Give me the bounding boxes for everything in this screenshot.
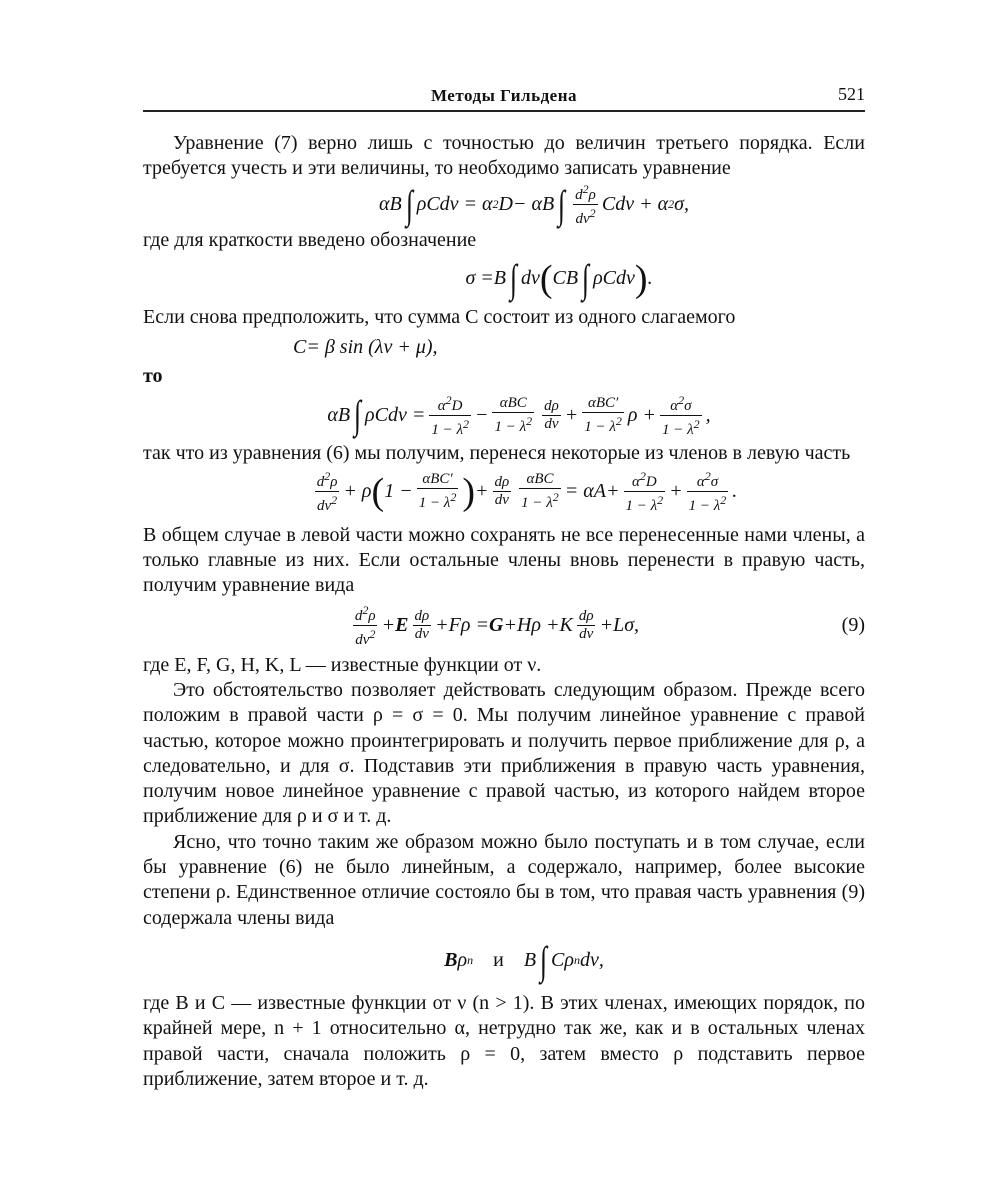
page-header: [143, 84, 865, 112]
paragraph-2: где для краткости введено обозначение: [143, 228, 477, 251]
paragraph-1: Уравнение (7) верно лишь с точностью до величин третьего порядка. Если требуется учесть и эти величины, то необходимо записать уравнение: [143, 132, 865, 180]
equation-number: (9): [841, 614, 865, 637]
paragraph-5: так что из уравнения (6) мы получим, перенеся некоторые из членов в левую часть: [143, 442, 851, 465]
paragraph-6: В общем случае в левой части можно сохранять не все перенесенные нами члены, а только главные из них. Если остальные члены вновь перенести в правую часть, получим уравнение вида: [143, 523, 865, 597]
and-word: и: [493, 949, 504, 972]
page-number: 521: [838, 84, 865, 104]
equation-linear-system: $\frac{d^2\rho}{d\nu^2}$ + ρ ( 1 − $\frac{\text{αBC′}}{1 - \lambda^2}$ ) + $\frac{d\rho}{d\nu}$ $\frac{\text{αBC}}{1 - \lambda^2}$ = α A + $\frac{\alpha^2D}{1 - \lambda^2}$ + $\frac{\alpha^2\sigma}{1 - \lambda^2}$ .: [316, 469, 738, 515]
equation-integral-expansion: α B ∫ ρ C d ν = $\frac{\alpha^2D}{1 - \lambda^2}$ − $\frac{\text{αBC}}{1 - \lambda^2}$ $\frac{d\rho}{d\nu}$ + $\frac{\text{αBC′}}{1 - \lambda^2}$ ρ + $\frac{\alpha^2\sigma}{1 - \lambda^2}$ ,: [327, 392, 711, 438]
equation-terms: B ρ n и B ∫ C ρ n d ν,: [444, 937, 604, 983]
paragraph-3: Если снова предположить, что сумма C состоит из одного слагаемого: [143, 305, 736, 328]
paragraph-8: Это обстоятельство позволяет действовать следующим образом. Прежде всего положим в правой части ρ = σ = 0. Мы получим линейное уравнение с правой частью, которое можно проинтегрировать и получить первое приближение для ρ, а следовательно, и для σ. Подставив эти приближения в правую часть уравнения, получим новое линейное уравнение с правой частью, из которого найдем второе приближение для ρ и σ и т. д.: [143, 678, 865, 828]
paragraph-10: где B и C — известные функции от ν (n > 1). В этих членах, имеющих порядок, по крайней мере, n + 1 относительно α, нетрудно так же, как и в остальных членах правой части, сначала положить ρ = 0, затем вместо ρ подставить первое приближение, затем второе и т. д.: [143, 991, 865, 1090]
paragraph-9: Ясно, что точно таким же образом можно было поступать и в том случае, если бы уравнение (6) не было линейным, а содержало, например, более высокие степени ρ. Единственное отличие состояло бы в том, что правая часть уравнения (9) содержала члены вида: [143, 830, 865, 929]
page: [143, 84, 865, 1092]
running-title: Методы Гильдена: [430, 86, 578, 105]
equation-sigma-definition: σ = B ∫ d ν ( C B ∫ ρ C d ν ) .: [465, 255, 653, 301]
paragraph-4: то: [143, 365, 163, 388]
equation-9: $\frac{d^2\rho}{d\nu^2}$ + E $\frac{d\rho}{d\nu}$ + F ρ = G + H ρ + K $\frac{d\rho}{d\nu}$ + L σ, (9): [354, 603, 865, 649]
equation-integral-rho: α B ∫ ρ C d ν = α 2 D − α B ∫ $\frac{d^2\rho}{d\nu^2}$ C d ν + α 2 σ,: [379, 181, 689, 228]
equation-sum-c: C = β sin (λν + μ),: [293, 335, 438, 358]
paragraph-7: где E, F, G, H, K, L — известные функции от ν.: [143, 653, 542, 676]
